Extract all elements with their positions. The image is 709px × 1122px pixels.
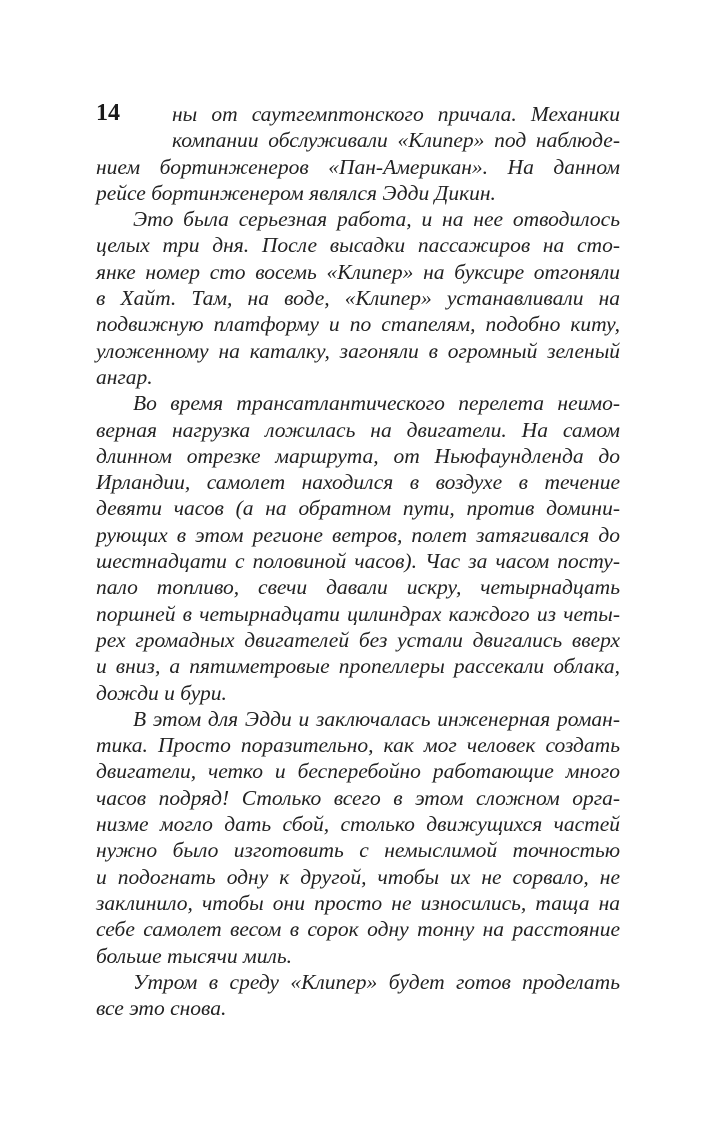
text-line: В этом для Эдди и заключалась инженерная роман- (133, 706, 620, 731)
text-line: больше тысячи миль. (96, 943, 293, 968)
text-line: заклинило, чтобы они просто не износились, таща на (96, 890, 620, 915)
text-line: длинном отрезке маршрута, от Ньюфаундленда до (96, 443, 620, 468)
text-line: подвижную платформу и по стапелям, подобно киту, (96, 312, 620, 337)
text-line: Ирландии, самолет находился в воздухе в течение (96, 470, 620, 495)
text-line: поршней в четырнадцати цилиндрах каждого из четы- (96, 601, 620, 626)
text-line: девяти часов (а на обратном пути, против домини- (96, 496, 620, 521)
text-line: уложенному на каталку, загоняли в огромный зеленый (96, 338, 620, 363)
text-line: шестнадцати с половиной часов). Час за часом посту- (96, 549, 620, 574)
text-line: и подогнать одну к другой, чтобы их не сорвало, не (96, 864, 620, 889)
text-line: часов подряд! Столько всего в этом сложном орга- (96, 785, 620, 810)
text-line: нием бортинженеров «Пан-Американ». На данном (96, 154, 620, 179)
page-number: 14 (96, 100, 120, 126)
text-line: рующих в этом регионе ветров, полет затягивался до (96, 522, 620, 547)
text-line: янке номер сто восемь «Клипер» на буксире отгоняли (96, 259, 620, 284)
text-line: себе самолет весом в сорок одну тонну на расстояние (96, 917, 620, 942)
body-text (96, 101, 620, 1021)
text-line: верная нагрузка ложилась на двигатели. На самом (96, 417, 620, 442)
text-line: ангар. (96, 364, 153, 389)
text-line: рейсе бортинженером являлся Эдди Дикин. (96, 180, 496, 205)
text-line: в Хайт. Там, на воде, «Клипер» устанавливали на (96, 286, 620, 311)
text-line: Это была серьезная работа, и на нее отводилось (133, 207, 620, 232)
text-line: все это снова. (96, 996, 227, 1021)
text-line: Утром в среду «Клипер» будет готов проделать (133, 969, 620, 994)
text-line: тика. Просто поразительно, как мог человек создать (96, 733, 620, 758)
text-line: пало топливо, свечи давали искру, четырнадцать (96, 575, 620, 600)
paragraph (96, 706, 620, 969)
text-line: низме могло дать сбой, столько движущихся частей (96, 812, 620, 837)
text-line: нужно было изготовить с немыслимой точностью (96, 838, 620, 863)
text-line: рех громадных двигателей без устали двигались вверх (96, 627, 620, 652)
text-line: Во время трансатлантического перелета неимо- (133, 391, 620, 416)
text-line: целых три дня. После высадки пассажиров на сто- (96, 233, 620, 258)
text-line: дожди и бури. (96, 680, 227, 705)
paragraph (96, 101, 620, 206)
text-line: ны от саутгемптонского причала. Механики (172, 102, 620, 126)
text-line: и вниз, а пятиметровые пропеллеры рассекали облака, (96, 654, 620, 679)
paragraph (96, 390, 620, 706)
paragraph (96, 969, 620, 1022)
text-line: компании обслуживали «Клипер» под наблюде- (172, 128, 620, 153)
text-line: двигатели, четко и бесперебойно работающие много (96, 759, 620, 784)
paragraph (96, 206, 620, 390)
